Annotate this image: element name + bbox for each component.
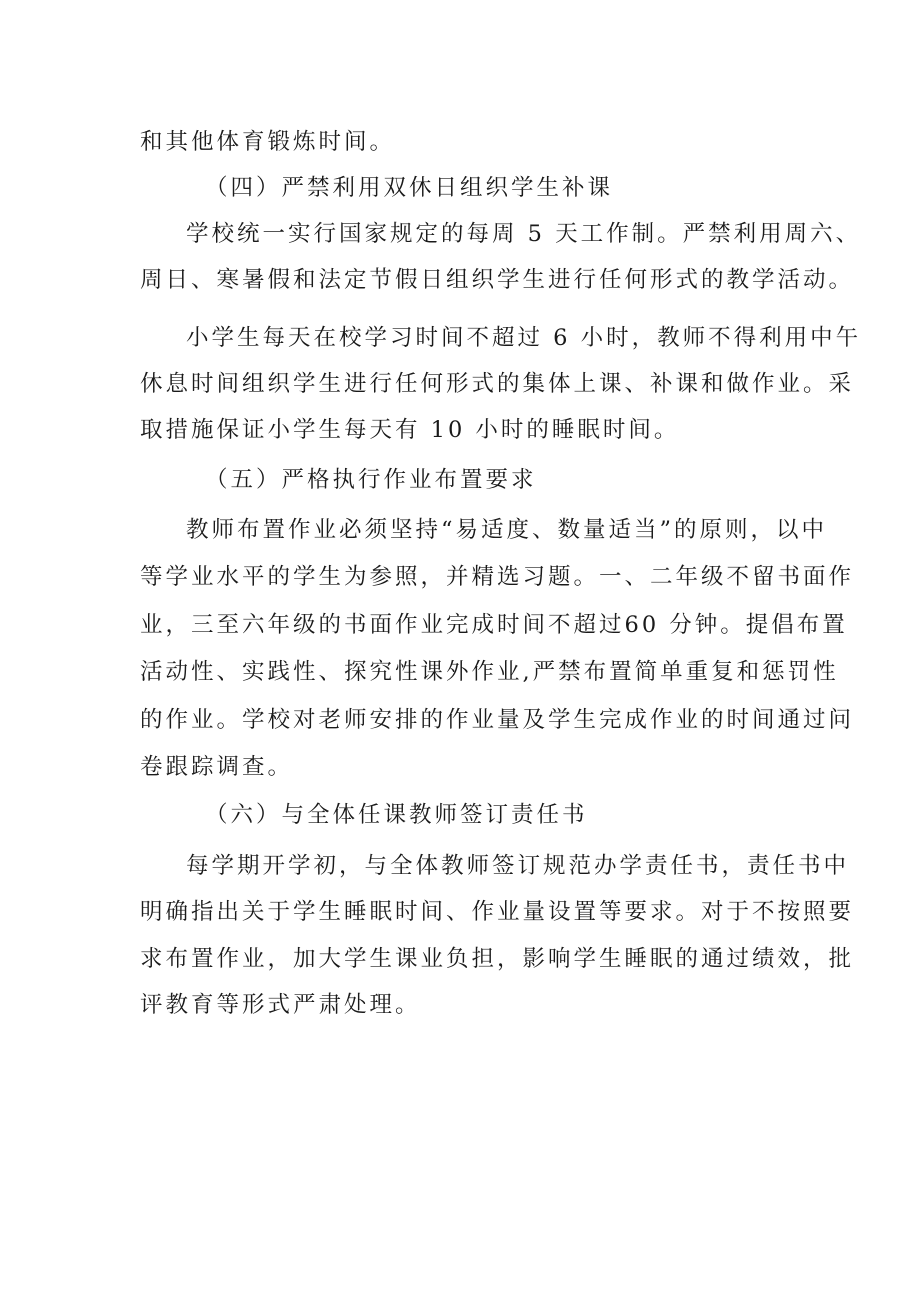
body-text-line: 周日、寒暑假和法定节假日组织学生进行任何形式的教学活动。 bbox=[140, 267, 855, 293]
body-text-line: 评教育等形式严肃处理。 bbox=[140, 992, 421, 1018]
body-text-line: 教师布置作业必须坚持“易适度、数量适当”的原则，以中 bbox=[186, 517, 828, 543]
body-text-line: 取措施保证小学生每天有 10 小时的睡眠时间。 bbox=[140, 417, 680, 443]
body-text-line: 活动性、实践性、探究性课外作业,严禁布置简单重复和惩罚性 bbox=[140, 659, 839, 685]
body-text-line: 等学业水平的学生为参照，并精选习题。一、二年级不留书面作 bbox=[140, 564, 855, 590]
body-text-line: 的作业。学校对老师安排的作业量及学生完成作业的时间通过问 bbox=[140, 707, 855, 733]
body-text-line: 小学生每天在校学习时间不超过 6 小时，教师不得利用中午 bbox=[186, 325, 862, 351]
section-heading-5: （五）严格执行作业布置要求 bbox=[205, 467, 537, 493]
section-heading-6: （六）与全体任课教师签订责任书 bbox=[205, 802, 588, 828]
body-text-line: 学校统一实行国家规定的每周 5 天工作制。严禁利用周六、 bbox=[186, 221, 862, 247]
body-text-line: 明确指出关于学生睡眠时间、作业量设置等要求。对于不按照要 bbox=[140, 899, 855, 925]
body-text-line: 休息时间组织学生进行任何形式的集体上课、补课和做作业。采 bbox=[140, 371, 855, 397]
body-text-line: 求布置作业，加大学生课业负担，影响学生睡眠的通过绩效，批 bbox=[140, 946, 855, 972]
section-heading-4: （四）严禁利用双休日组织学生补课 bbox=[205, 175, 614, 201]
body-text-line: 业，三至六年级的书面作业完成时间不超过60 分钟。提倡布置 bbox=[140, 612, 848, 638]
body-text-line: 和其他体育锻炼时间。 bbox=[140, 129, 396, 155]
body-text-line: 卷跟踪调查。 bbox=[140, 754, 294, 780]
body-text-line: 每学期开学初，与全体教师签订规范办学责任书，责任书中 bbox=[186, 853, 850, 879]
